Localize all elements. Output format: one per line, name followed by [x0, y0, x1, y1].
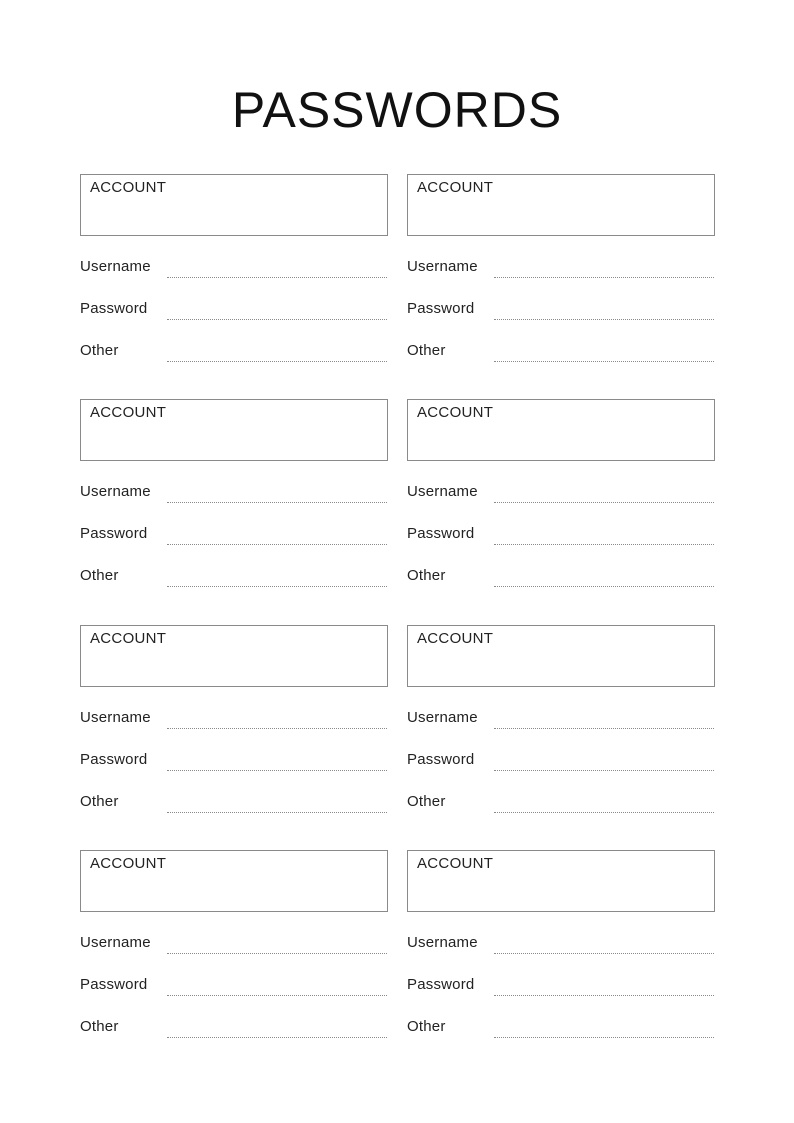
other-row	[407, 793, 715, 817]
username-line[interactable]	[167, 502, 387, 503]
other-row	[80, 567, 388, 591]
password-label: Password	[80, 525, 148, 542]
account-field[interactable]	[80, 625, 388, 687]
password-line[interactable]	[167, 995, 387, 996]
password-line[interactable]	[167, 770, 387, 771]
password-entry-card	[407, 625, 715, 815]
account-field[interactable]	[407, 850, 715, 912]
other-label: Other	[80, 1018, 119, 1035]
other-label: Other	[80, 342, 119, 359]
account-field[interactable]	[80, 850, 388, 912]
password-label: Password	[407, 300, 475, 317]
account-field[interactable]	[80, 174, 388, 236]
password-row	[80, 976, 388, 1000]
other-line[interactable]	[167, 1037, 387, 1038]
other-line[interactable]	[494, 361, 714, 362]
username-line[interactable]	[494, 728, 714, 729]
password-row	[80, 751, 388, 775]
password-row	[407, 751, 715, 775]
username-row	[80, 258, 388, 282]
password-label: Password	[80, 751, 148, 768]
username-row	[407, 934, 715, 958]
account-label: ACCOUNT	[417, 630, 494, 647]
password-row	[407, 976, 715, 1000]
password-entry-card	[407, 174, 715, 364]
page-title: PASSWORDS	[231, 82, 563, 138]
username-label: Username	[80, 709, 151, 726]
account-field[interactable]	[407, 399, 715, 461]
username-label: Username	[407, 934, 478, 951]
other-label: Other	[407, 793, 446, 810]
account-label: ACCOUNT	[417, 404, 494, 421]
password-row	[80, 525, 388, 549]
password-line[interactable]	[494, 319, 714, 320]
other-line[interactable]	[494, 1037, 714, 1038]
username-row	[80, 934, 388, 958]
other-label: Other	[80, 567, 119, 584]
username-row	[407, 483, 715, 507]
password-entry-card	[80, 850, 388, 1040]
username-line[interactable]	[494, 953, 714, 954]
username-label: Username	[407, 709, 478, 726]
password-line[interactable]	[494, 995, 714, 996]
username-line[interactable]	[167, 728, 387, 729]
account-label: ACCOUNT	[90, 404, 167, 421]
other-label: Other	[80, 793, 119, 810]
password-line[interactable]	[494, 770, 714, 771]
password-line[interactable]	[494, 544, 714, 545]
other-row	[407, 1018, 715, 1042]
other-line[interactable]	[167, 812, 387, 813]
password-row	[80, 300, 388, 324]
account-label: ACCOUNT	[417, 855, 494, 872]
other-row	[80, 1018, 388, 1042]
password-row	[407, 300, 715, 324]
account-label: ACCOUNT	[417, 179, 494, 196]
password-label: Password	[407, 525, 475, 542]
account-field[interactable]	[80, 399, 388, 461]
username-row	[80, 709, 388, 733]
username-label: Username	[407, 258, 478, 275]
password-label: Password	[407, 976, 475, 993]
other-row	[407, 342, 715, 366]
password-entry-card	[80, 174, 388, 364]
other-label: Other	[407, 1018, 446, 1035]
other-line[interactable]	[494, 812, 714, 813]
password-label: Password	[80, 976, 148, 993]
account-field[interactable]	[407, 625, 715, 687]
username-label: Username	[80, 934, 151, 951]
username-row	[407, 709, 715, 733]
username-label: Username	[80, 483, 151, 500]
password-entry-card	[80, 399, 388, 589]
account-label: ACCOUNT	[90, 855, 167, 872]
other-row	[80, 342, 388, 366]
username-line[interactable]	[167, 277, 387, 278]
other-line[interactable]	[494, 586, 714, 587]
other-label: Other	[407, 342, 446, 359]
account-field[interactable]	[407, 174, 715, 236]
username-row	[80, 483, 388, 507]
username-label: Username	[407, 483, 478, 500]
password-label: Password	[407, 751, 475, 768]
password-row	[407, 525, 715, 549]
password-line[interactable]	[167, 319, 387, 320]
password-entry-card	[407, 850, 715, 1040]
other-line[interactable]	[167, 586, 387, 587]
username-row	[407, 258, 715, 282]
username-line[interactable]	[167, 953, 387, 954]
account-label: ACCOUNT	[90, 179, 167, 196]
username-line[interactable]	[494, 502, 714, 503]
username-line[interactable]	[494, 277, 714, 278]
password-label: Password	[80, 300, 148, 317]
password-entry-card	[407, 399, 715, 589]
other-row	[407, 567, 715, 591]
other-row	[80, 793, 388, 817]
account-label: ACCOUNT	[90, 630, 167, 647]
username-label: Username	[80, 258, 151, 275]
password-entry-card	[80, 625, 388, 815]
other-label: Other	[407, 567, 446, 584]
other-line[interactable]	[167, 361, 387, 362]
password-line[interactable]	[167, 544, 387, 545]
